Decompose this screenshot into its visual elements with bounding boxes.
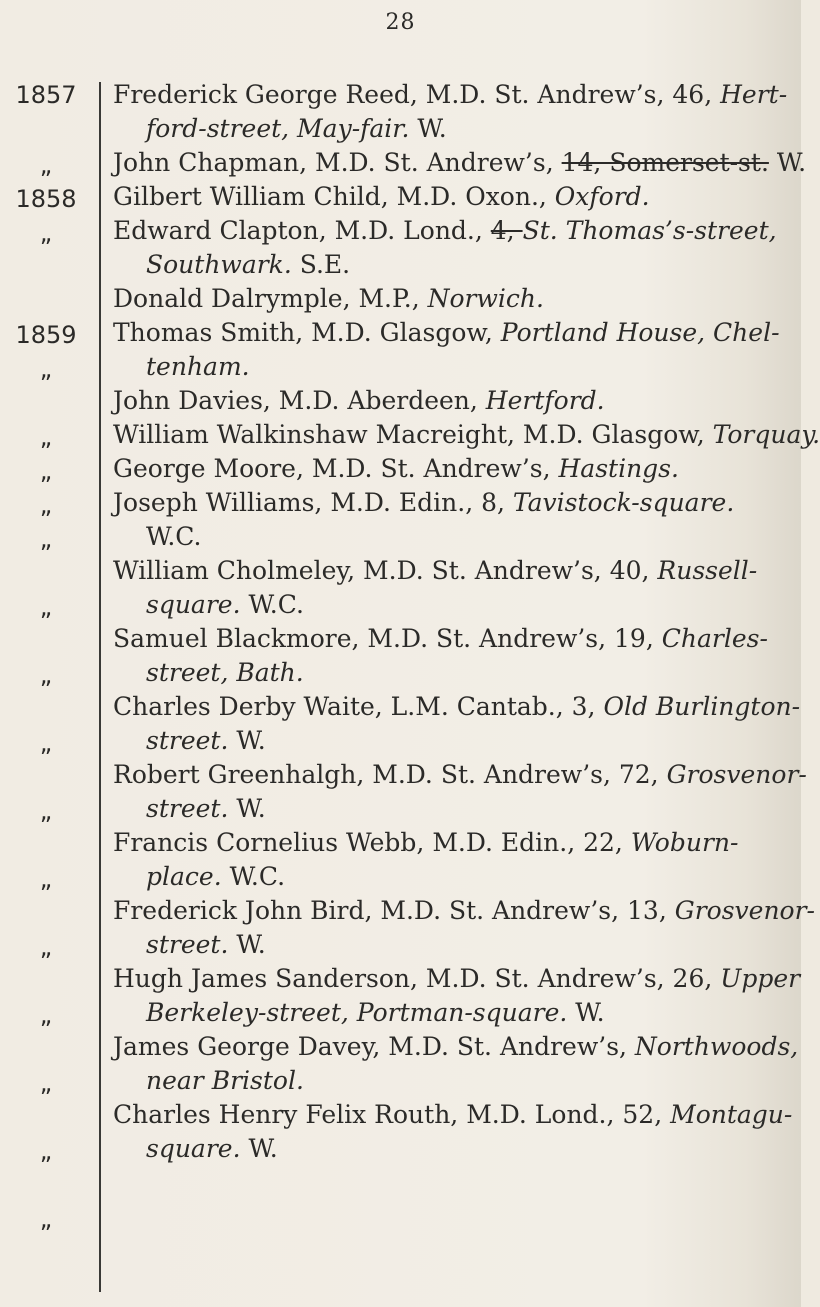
list-item bbox=[113, 894, 815, 962]
entry-text: W. bbox=[240, 1134, 278, 1163]
list-item bbox=[113, 758, 807, 826]
member-list bbox=[113, 78, 820, 1166]
entry-line bbox=[113, 350, 773, 384]
entry-text: Charles Henry Felix Routh, M.D. Lond., 52, bbox=[113, 1100, 671, 1129]
entry-text: Donald Dalrymple, M.P., bbox=[113, 284, 428, 313]
year-label: 1858 bbox=[15, 185, 77, 213]
address-text: street. bbox=[146, 726, 229, 755]
struck-text: 14, Somerset-st. bbox=[561, 148, 769, 177]
entry-line bbox=[113, 622, 773, 656]
year-label: „ bbox=[39, 661, 53, 689]
entry-line bbox=[113, 1098, 793, 1132]
address-text: Tavistock-square. bbox=[512, 488, 735, 517]
list-item bbox=[113, 690, 801, 758]
entry-text: W. bbox=[567, 998, 605, 1027]
entry-line bbox=[113, 1030, 799, 1064]
entry-line bbox=[113, 180, 773, 214]
entry-text: W. bbox=[228, 726, 266, 755]
list-item bbox=[113, 418, 820, 452]
address-text: Portland House, Chel- bbox=[500, 318, 780, 347]
entry-text: George Moore, M.D. St. Andrew’s, bbox=[113, 454, 559, 483]
entry-line bbox=[113, 690, 801, 724]
list-item bbox=[113, 452, 773, 486]
entry-line bbox=[113, 78, 788, 112]
entry-text: James George Davey, M.D. St. Andrew’s, bbox=[113, 1032, 635, 1061]
list-item bbox=[113, 78, 788, 146]
address-text: street. bbox=[146, 794, 229, 823]
entry-line bbox=[113, 656, 773, 690]
entry-line bbox=[113, 112, 773, 146]
entry-line bbox=[113, 146, 807, 180]
entry-line bbox=[113, 452, 773, 486]
entry-line bbox=[113, 1132, 773, 1166]
entry-line bbox=[113, 214, 777, 248]
address-text: Torquay. bbox=[712, 420, 820, 449]
list-item bbox=[113, 622, 773, 690]
address-text: square. bbox=[146, 590, 241, 619]
list-item bbox=[113, 282, 773, 316]
entry-line bbox=[113, 554, 773, 588]
entry-line bbox=[113, 486, 773, 520]
entry-line bbox=[113, 724, 773, 758]
entry-text: Charles Derby Waite, L.M. Cantab., 3, bbox=[113, 692, 604, 721]
list-item bbox=[113, 146, 807, 180]
entry-text: W. bbox=[409, 114, 447, 143]
year-label: „ bbox=[39, 729, 53, 757]
entry-text: W. bbox=[228, 794, 266, 823]
year-label: „ bbox=[39, 525, 53, 553]
year-label: „ bbox=[39, 219, 53, 247]
year-label: 1859 bbox=[15, 321, 77, 349]
list-item bbox=[113, 826, 773, 894]
entry-line bbox=[113, 418, 820, 452]
entry-line bbox=[113, 928, 773, 962]
list-item bbox=[113, 1030, 799, 1098]
list-item bbox=[113, 180, 773, 214]
address-text: Northwoods, bbox=[634, 1032, 799, 1061]
entry-text: Samuel Blackmore, M.D. St. Andrew’s, 19, bbox=[113, 624, 662, 653]
year-label: „ bbox=[39, 151, 53, 179]
entry-line bbox=[113, 758, 807, 792]
entry-text: W.C. bbox=[221, 862, 286, 891]
address-text: Oxford. bbox=[554, 182, 650, 211]
entry-line bbox=[113, 826, 773, 860]
entry-line bbox=[113, 1064, 773, 1098]
address-text: St. Thomas’s-street, bbox=[522, 216, 777, 245]
address-text: Grosvenor- bbox=[674, 896, 815, 925]
address-text: street, Bath. bbox=[146, 658, 304, 687]
entry-text: W.C. bbox=[240, 590, 304, 619]
entry-line bbox=[113, 248, 773, 282]
entry-text: Edward Clapton, M.D. Lond., bbox=[113, 216, 491, 245]
entry-text: Joseph Williams, M.D. Edin., 8, bbox=[113, 488, 513, 517]
address-text: Upper bbox=[720, 964, 801, 993]
year-label: „ bbox=[39, 423, 53, 451]
address-text: Old Burlington- bbox=[603, 692, 801, 721]
list-item bbox=[113, 316, 780, 384]
address-text: tenham. bbox=[146, 352, 250, 381]
entry-text: Hugh James Sanderson, M.D. St. Andrew’s, 26, bbox=[113, 964, 721, 993]
address-text: street. bbox=[146, 930, 229, 959]
entry-text: Frederick John Bird, M.D. St. Andrew’s, 13, bbox=[113, 896, 675, 925]
year-label: „ bbox=[39, 797, 53, 825]
year-label: „ bbox=[39, 1069, 53, 1097]
entry-line bbox=[113, 384, 773, 418]
entry-text: Robert Greenhalgh, M.D. St. Andrew’s, 72, bbox=[113, 760, 667, 789]
list-item bbox=[113, 384, 773, 418]
entry-text: S.E. bbox=[291, 250, 351, 279]
column-divider bbox=[99, 82, 101, 1292]
address-text: Montagu- bbox=[670, 1100, 793, 1129]
list-item bbox=[113, 1098, 793, 1166]
address-text: Southwark. bbox=[146, 250, 292, 279]
address-text: Grosvenor- bbox=[666, 760, 807, 789]
entry-text: W.C. bbox=[146, 522, 202, 551]
entry-text: John Davies, M.D. Aberdeen, bbox=[113, 386, 486, 415]
year-label: „ bbox=[39, 593, 53, 621]
entry-line bbox=[113, 860, 773, 894]
entry-line bbox=[113, 996, 773, 1030]
page-number: 28 bbox=[385, 10, 416, 35]
year-label: „ bbox=[39, 1205, 53, 1233]
list-item bbox=[113, 214, 777, 282]
year-label: „ bbox=[39, 1001, 53, 1029]
year-column bbox=[0, 0, 98, 1307]
entry-line bbox=[113, 316, 780, 350]
entry-line bbox=[113, 588, 773, 622]
address-text: Berkeley-street, Portman-square. bbox=[146, 998, 568, 1027]
entry-line bbox=[113, 282, 773, 316]
year-label: „ bbox=[39, 865, 53, 893]
address-text: square. bbox=[146, 1134, 241, 1163]
year-label: 1857 bbox=[15, 81, 77, 109]
address-text: place. bbox=[146, 862, 222, 891]
address-text: Woburn- bbox=[630, 828, 739, 857]
entry-text: Frederick George Reed, M.D. St. Andrew’s, 46, bbox=[113, 80, 721, 109]
list-item bbox=[113, 962, 801, 1030]
year-label: „ bbox=[39, 491, 53, 519]
struck-text: 4, bbox=[490, 216, 523, 245]
year-label: „ bbox=[39, 355, 53, 383]
entry-line bbox=[113, 520, 773, 554]
year-label: „ bbox=[39, 933, 53, 961]
entry-text: W. bbox=[768, 148, 807, 177]
address-text: Norwich. bbox=[427, 284, 544, 313]
entry-text: Francis Cornelius Webb, M.D. Edin., 22, bbox=[113, 828, 631, 857]
year-label: „ bbox=[39, 457, 53, 485]
entry-line bbox=[113, 962, 801, 996]
entry-text: John Chapman, M.D. St. Andrew’s, bbox=[113, 148, 562, 177]
entry-text: William Cholmeley, M.D. St. Andrew’s, 40, bbox=[113, 556, 658, 585]
address-text: Hert- bbox=[720, 80, 788, 109]
entry-line bbox=[113, 894, 815, 928]
entry-text: Gilbert William Child, M.D. Oxon., bbox=[113, 182, 555, 211]
address-text: near Bristol. bbox=[146, 1066, 304, 1095]
address-text: ford-street, May-fair. bbox=[146, 114, 410, 143]
list-item bbox=[113, 486, 773, 554]
address-text: Hertford. bbox=[485, 386, 605, 415]
entry-text: Thomas Smith, M.D. Glasgow, bbox=[113, 318, 501, 347]
address-text: Hastings. bbox=[558, 454, 679, 483]
address-text: Charles- bbox=[661, 624, 768, 653]
entry-line bbox=[113, 792, 773, 826]
entry-text: William Walkinshaw Macreight, M.D. Glasgow, bbox=[113, 420, 713, 449]
year-label: „ bbox=[39, 1137, 53, 1165]
entry-text: W. bbox=[228, 930, 266, 959]
address-text: Russell- bbox=[657, 556, 758, 585]
list-item bbox=[113, 554, 773, 622]
